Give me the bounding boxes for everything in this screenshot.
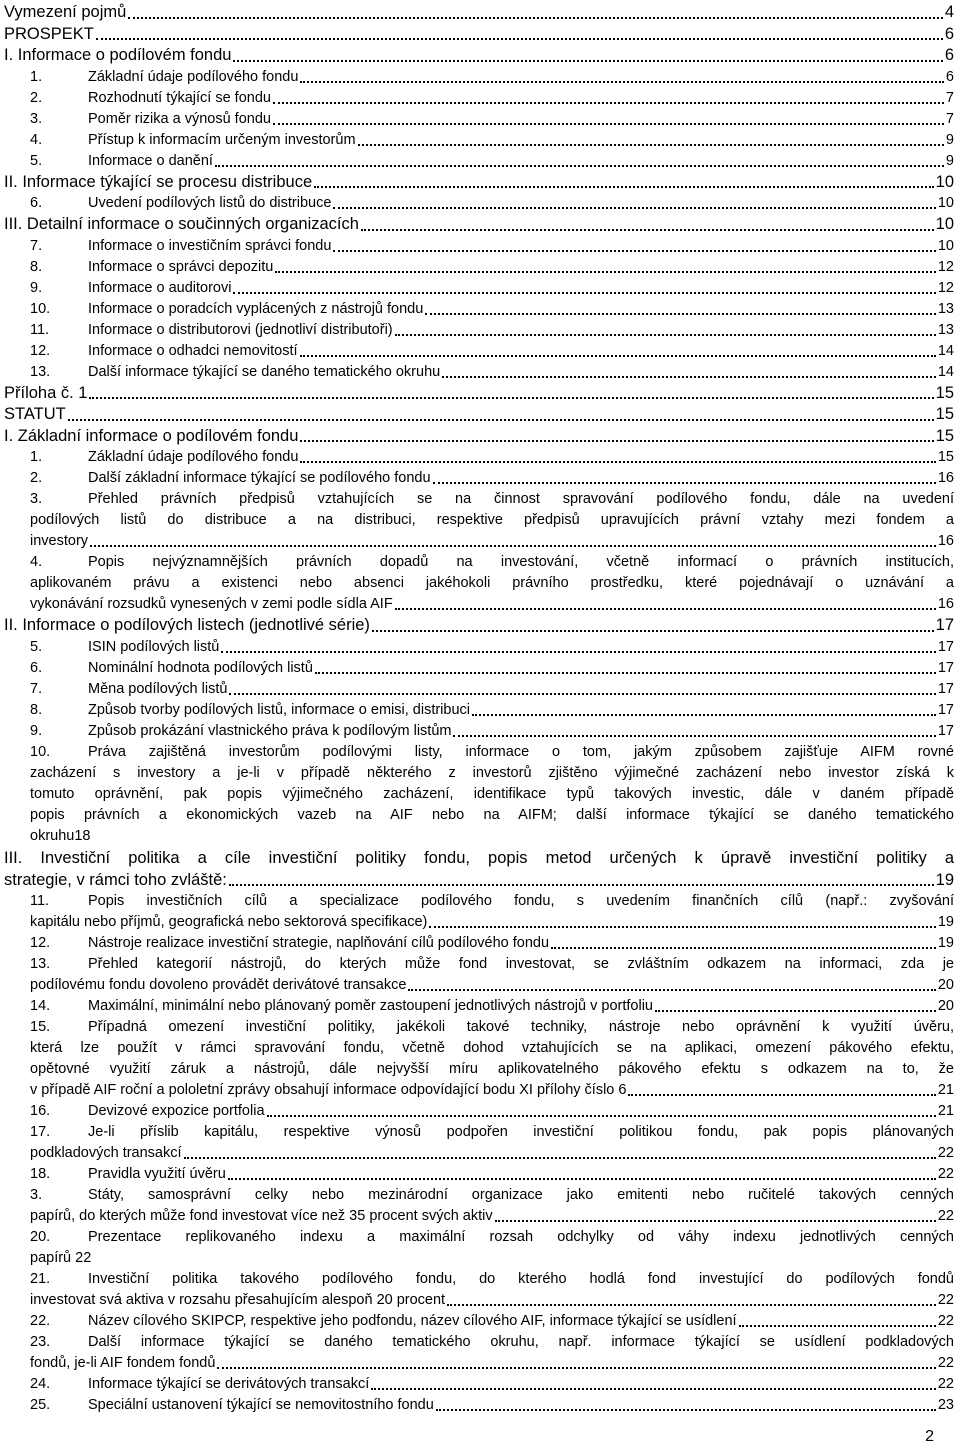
- toc-entry-title: Příloha č. 1: [4, 383, 88, 402]
- toc-entry-title: Přehled kategorií nástrojů, do kterých může fond investovat, se zvláštním odkazem na informaci, zda je: [88, 955, 954, 972]
- toc-entry-number: 14.: [30, 997, 51, 1014]
- toc-dot-leader: [395, 607, 936, 610]
- toc-entry-title: Je-li příslib kapitálu, respektive výnosů podpořen investiční politikou fondu, pak popis plánovaných: [88, 1123, 954, 1140]
- toc-entry-number: 9.: [30, 279, 43, 296]
- toc-dot-leader: [655, 1009, 936, 1012]
- toc-dot-leader: [372, 629, 934, 632]
- toc-entry-title: podkladových transakcí: [30, 1144, 182, 1161]
- toc-entry-title: Přehled právních předpisů vztahujících se na činnost spravování podílového fondu, dále na uvedení: [88, 491, 954, 507]
- toc-entry-page: 20: [937, 997, 954, 1014]
- toc-entry-title: Měna podílových listů: [88, 680, 228, 697]
- toc-entry-page: 17: [935, 616, 954, 634]
- toc-entry-page: 16: [937, 596, 954, 612]
- toc-entry-number: 4.: [30, 554, 43, 570]
- toc-entry[interactable]: [4, 299, 954, 320]
- toc-entry-line: [4, 1143, 954, 1164]
- toc-entry-line: aplikovaném právu a existenci nebo absenci jakéhokoli právního prostředku, které pojednávají o uznávání a: [30, 575, 954, 591]
- toc-entry-line: III. Investiční politika a cíle investiční politiky fondu, popis metod určených k úpravě investiční politiky a: [4, 848, 954, 867]
- toc-entry-title: Informace o danění: [88, 152, 213, 169]
- toc-dot-leader: [433, 481, 936, 484]
- toc-entry[interactable]: [4, 954, 954, 996]
- toc-entry-title: Popis investičních cílů a specializace podílového fondu, s uvedením finančních cílů (např.: zvyšování: [88, 892, 954, 909]
- toc-entry-title: Základní údaje podílového fondu: [88, 68, 299, 85]
- toc-entry-page: 22: [937, 1354, 954, 1371]
- toc-entry-line: [4, 1290, 954, 1311]
- toc-entry-page: 21: [937, 1081, 954, 1098]
- toc-entry-page: 13: [937, 300, 954, 317]
- toc-entry-page: 9: [945, 152, 954, 169]
- toc-entry-number: 25.: [30, 1396, 51, 1413]
- toc-entry-number: 4.: [30, 131, 43, 148]
- toc-entry-title: ISIN podílových listů: [88, 638, 220, 655]
- toc-entry-page: 14: [937, 363, 954, 380]
- toc-entry-title: papírů 22: [30, 1249, 92, 1266]
- toc-entry-number: 12.: [30, 342, 51, 359]
- toc-entry-number: 18.: [30, 1165, 51, 1182]
- toc-entry-page: 22: [937, 1165, 954, 1182]
- toc-entry-line: [4, 1332, 954, 1353]
- toc-entry-page: 21: [937, 1102, 954, 1119]
- toc-dot-leader: [442, 375, 936, 378]
- toc-entry-number: 8.: [30, 701, 43, 718]
- toc-dot-leader: [273, 122, 944, 125]
- toc-entry-page: 9: [945, 131, 954, 148]
- toc-entry-title: Státy, samosprávní celky nebo mezinárodní organizace jako emitenti nebo ručitelé takových cenných: [88, 1186, 954, 1203]
- toc-entry-number: 15.: [30, 1018, 51, 1035]
- toc-entry-line: [4, 975, 954, 996]
- toc-entry-number: 6.: [30, 195, 43, 211]
- toc-dot-leader: [314, 185, 934, 188]
- toc-dot-leader: [429, 925, 935, 928]
- toc-entry-line: [4, 891, 954, 912]
- toc-entry-number: 16.: [30, 1102, 51, 1119]
- toc-entry-number: 10.: [30, 300, 51, 317]
- toc-dot-leader: [300, 80, 944, 83]
- toc-entry-title: Informace o auditorovi: [88, 279, 232, 296]
- toc-entry-line: opětovné využití záruk a nástrojů, dále nejvyšší míru aplikovatelného pákového efektu s odkazem na to, že: [30, 1060, 954, 1077]
- toc-entry-title: investovat svá aktiva v rozsahu přesahujícím alespoň 20 procent: [30, 1291, 446, 1308]
- toc-entry-number: 9.: [30, 722, 43, 739]
- toc-entry-page: 17: [937, 722, 954, 739]
- toc-entry-title: Pravidla využití úvěru: [88, 1165, 226, 1182]
- toc-entry-page: 7: [945, 89, 954, 106]
- toc-entry-page: 15: [937, 449, 954, 465]
- toc-dot-leader: [358, 143, 944, 146]
- toc-entry-line: [4, 1017, 954, 1038]
- toc-entry-page: 15: [935, 405, 954, 423]
- toc-entry-title: strategie, v rámci toho zvláště:: [4, 870, 227, 889]
- toc-entry-line: [4, 954, 954, 975]
- toc-entry-title: Další základní informace týkající se podílového fondu: [88, 470, 431, 486]
- toc-dot-leader: [300, 439, 933, 442]
- toc-dot-leader: [495, 1219, 936, 1222]
- toc-entry-title: Poměr rizika a výnosů fondu: [88, 110, 271, 127]
- toc-entry-number: 10.: [30, 743, 51, 760]
- toc-entry-page: 7: [945, 110, 954, 127]
- toc-entry-page: 23: [937, 1396, 954, 1413]
- toc-entry[interactable]: [4, 1311, 954, 1332]
- toc-entry-title: Název cílového SKIPCP, respektive jeho podfondu, název cílového AIF, informace týkající se usídlení: [88, 1312, 737, 1329]
- toc-entry-title: investory: [30, 533, 89, 549]
- toc-entry-line: [4, 1122, 954, 1143]
- toc-entry-line: [4, 489, 954, 510]
- toc-entry[interactable]: [4, 1395, 954, 1416]
- toc-entry[interactable]: [4, 151, 954, 172]
- toc-entry-page: 17: [937, 659, 954, 676]
- toc-entry[interactable]: [4, 257, 954, 278]
- toc-entry-page: 20: [937, 976, 954, 993]
- toc-entry[interactable]: [4, 214, 954, 236]
- toc-entry-page: 15: [935, 383, 954, 402]
- toc-entry-number: 5.: [30, 152, 43, 169]
- toc-entry-page: 13: [937, 321, 954, 338]
- toc-entry[interactable]: [4, 721, 954, 742]
- toc-entry-title: Další informace týkající se daného tematického okruhu: [88, 363, 441, 380]
- toc-entry[interactable]: [4, 615, 954, 637]
- toc-entry-number: 1.: [30, 68, 43, 85]
- toc-dot-leader: [361, 228, 934, 231]
- toc-entry-number: 3.: [30, 110, 43, 127]
- toc-dot-leader: [221, 650, 935, 653]
- toc-entry-line: [4, 594, 954, 615]
- toc-dot-leader: [233, 291, 935, 294]
- toc-dot-leader: [128, 16, 943, 19]
- toc-dot-leader: [229, 883, 934, 886]
- toc-dot-leader: [436, 1408, 936, 1411]
- toc-entry-title: podílovému fondu dovoleno provádět derivátové transakce: [30, 976, 407, 993]
- toc-entry[interactable]: [4, 1122, 954, 1164]
- toc-entry[interactable]: [4, 742, 954, 847]
- toc-entry-title: PROSPEKT: [4, 24, 94, 43]
- toc-entry-title: Speciální ustanovení týkající se nemovitostního fondu: [88, 1396, 434, 1413]
- toc-entry[interactable]: [4, 1269, 954, 1311]
- toc-entry-title: I. Základní informace o podílovém fondu: [4, 426, 299, 445]
- toc-entry-page: 4: [944, 3, 954, 21]
- toc-entry-number: 24.: [30, 1375, 51, 1392]
- toc-entry-page: 15: [935, 426, 954, 445]
- toc-dot-leader: [90, 544, 936, 547]
- toc-entry-line: [4, 531, 954, 552]
- toc-entry-page: 10: [935, 172, 954, 191]
- toc-entry-title: okruhu18: [30, 827, 91, 844]
- toc-dot-leader: [217, 1366, 935, 1369]
- toc-entry-number: 5.: [30, 638, 43, 655]
- toc-dot-leader: [275, 270, 935, 273]
- toc-entry[interactable]: [4, 658, 954, 679]
- toc-entry-number: 12.: [30, 934, 51, 951]
- toc-entry-number: 11.: [30, 892, 50, 909]
- toc-dot-leader: [739, 1324, 936, 1327]
- toc-entry-page: 12: [937, 258, 954, 275]
- toc-entry-title: I. Informace o podílovém fondu: [4, 46, 232, 64]
- toc-entry-page: 14: [937, 342, 954, 359]
- toc-dot-leader: [628, 1093, 935, 1096]
- toc-entry-page: 16: [937, 533, 954, 549]
- toc-entry[interactable]: [4, 172, 954, 194]
- toc-entry-title: Popis nejvýznamnějších právních dopadů na investování, včetně informací o právních institucích,: [88, 554, 954, 570]
- toc-entry-number: 1.: [30, 449, 43, 465]
- toc-dot-leader: [96, 37, 943, 40]
- toc-entry-title: Rozhodnutí týkající se fondu: [88, 89, 271, 106]
- toc-entry-title: fondů, je-li AIF fondem fondů: [30, 1354, 216, 1371]
- toc-entry-page: 10: [935, 215, 954, 233]
- toc-entry-title: Maximální, minimální nebo plánovaný poměr zastoupení jednotlivých nástrojů v portfoliu: [88, 997, 653, 1014]
- toc-dot-leader: [233, 59, 942, 62]
- toc-dot-leader: [228, 1177, 936, 1180]
- toc-entry-title: Přístup k informacím určeným investorům: [88, 131, 356, 148]
- toc-entry[interactable]: [4, 278, 954, 299]
- page-number: 2: [925, 1428, 934, 1445]
- toc-entry-number: 17.: [30, 1123, 51, 1140]
- toc-entry[interactable]: [4, 45, 954, 67]
- toc-entry-line: [4, 552, 954, 573]
- toc-entry-title: papírů, do kterých může fond investovat více než 35 procent svých aktiv: [30, 1207, 493, 1224]
- toc-entry-title: v případě AIF roční a pololetní zprávy obsahují informace odpovídající bodu XI přílohy číslo 6: [30, 1081, 627, 1098]
- toc-entry-line: [4, 1248, 954, 1269]
- toc-entry[interactable]: [4, 193, 954, 214]
- toc-dot-leader: [315, 671, 936, 674]
- toc-entry-title: Investiční politika takového podílového fondu, do kterého hodlá fond investující do podílových fondů: [88, 1270, 954, 1287]
- toc-entry-page: 17: [937, 701, 954, 718]
- toc-dot-leader: [408, 988, 935, 991]
- toc-entry-page: 19: [935, 870, 954, 889]
- toc-entry[interactable]: [4, 1374, 954, 1395]
- toc-entry[interactable]: [4, 24, 954, 46]
- toc-entry[interactable]: [4, 109, 954, 130]
- toc-entry-line: která lze použít v rámci spravování fondu, včetně dohod vztahujících se na aplikaci, omezení pákového efektu,: [30, 1039, 954, 1056]
- toc-entry-number: 2.: [30, 470, 43, 486]
- toc-entry-number: 22.: [30, 1312, 51, 1329]
- toc-entry-title: III. Detailní informace o součinných organizacích: [4, 215, 359, 233]
- toc-entry[interactable]: [4, 404, 954, 426]
- toc-entry-title: vykonávání rozsudků vynesených v zemi podle sídla AIF: [30, 596, 393, 612]
- toc-entry[interactable]: [4, 1017, 954, 1101]
- toc-dot-leader: [371, 1387, 936, 1390]
- toc-entry-title: Informace o investičním správci fondu: [88, 237, 332, 254]
- toc-entry-page: 22: [937, 1291, 954, 1308]
- toc-entry-number: 6.: [30, 659, 43, 676]
- toc-entry-page: 17: [937, 680, 954, 697]
- toc-entry[interactable]: [4, 447, 954, 468]
- toc-entry-title: Případná omezení investiční politiky, jakékoli takové techniky, nástroje nebo oprávnění k využití úvěru,: [88, 1018, 954, 1035]
- toc-entry-title: II. Informace týkající se procesu distribuce: [4, 172, 313, 191]
- toc-entry[interactable]: [4, 1332, 954, 1374]
- toc-entry-title: Uvedení podílových listů do distribuce: [88, 195, 332, 211]
- toc-entry-page: 22: [937, 1312, 954, 1329]
- toc-entry-page: 6: [944, 46, 954, 64]
- toc-entry[interactable]: [4, 426, 954, 448]
- toc-entry-line: [4, 826, 954, 847]
- toc-entry-title: Způsob prokázání vlastnického práva k podílovým listům: [88, 722, 452, 739]
- toc-entry-line: [4, 1227, 954, 1248]
- toc-entry-page: 22: [937, 1375, 954, 1392]
- toc-entry[interactable]: [4, 891, 954, 933]
- toc-entry[interactable]: [4, 679, 954, 700]
- toc-entry[interactable]: [4, 1101, 954, 1122]
- toc-dot-leader: [333, 206, 935, 209]
- toc-entry-line: [4, 742, 954, 763]
- toc-entry[interactable]: [4, 67, 954, 88]
- toc-dot-leader: [68, 418, 934, 421]
- toc-entry[interactable]: [4, 996, 954, 1017]
- toc-entry-number: 13.: [30, 955, 51, 972]
- toc-entry-title: STATUT: [4, 405, 66, 423]
- toc-entry-title: Informace o správci depozitu: [88, 258, 274, 275]
- toc-entry-line: popis právních a ekonomických vazeb na AIF nebo na AIFM; další informace týkající se daného tematického: [30, 806, 954, 823]
- toc-entry-number: 3.: [30, 491, 43, 507]
- toc-entry[interactable]: [4, 130, 954, 151]
- toc-dot-leader: [184, 1156, 936, 1159]
- toc-entry-title: Způsob tvorby podílových listů, informace o emisi, distribuci: [88, 701, 470, 718]
- toc-dot-leader: [89, 396, 933, 399]
- toc-entry[interactable]: [4, 552, 954, 615]
- toc-dot-leader: [267, 1114, 936, 1117]
- toc-entry-number: 23.: [30, 1333, 51, 1350]
- toc-entry-title: Informace týkající se derivátových transakcí: [88, 1375, 370, 1392]
- toc-entry-number: 7.: [30, 680, 43, 697]
- toc-entry[interactable]: [4, 933, 954, 954]
- toc-entry-line: [4, 1206, 954, 1227]
- toc-dot-leader: [425, 312, 936, 315]
- toc-entry-title: Informace o odhadci nemovitostí: [88, 342, 298, 359]
- toc-entry[interactable]: [4, 341, 954, 362]
- toc-entry[interactable]: [4, 88, 954, 109]
- toc-entry-title: Nástroje realizace investiční strategie, naplňování cílů podílového fondu: [88, 934, 550, 951]
- toc-dot-leader: [300, 354, 936, 357]
- toc-entry[interactable]: [4, 320, 954, 341]
- toc-entry-page: 12: [937, 279, 954, 296]
- toc-entry-page: 19: [937, 913, 954, 930]
- toc-entry[interactable]: [4, 1185, 954, 1227]
- toc-entry[interactable]: [4, 700, 954, 721]
- toc-entry-title: Základní údaje podílového fondu: [88, 449, 299, 465]
- toc-dot-leader: [215, 164, 944, 167]
- toc-entry-title: Informace o distributorovi (jednotliví distributoři): [88, 321, 393, 338]
- toc-entry-line: [4, 1185, 954, 1206]
- toc-dot-leader: [453, 734, 935, 737]
- toc-entry[interactable]: [4, 383, 954, 405]
- toc-entry[interactable]: [4, 637, 954, 658]
- toc-entry[interactable]: [4, 847, 954, 891]
- toc-entry-line: tomuto oprávnění, pak popis výjimečného zacházení, identifikace typů takových investic, dále v daném případě: [30, 785, 954, 802]
- toc-entry-line: [4, 869, 954, 891]
- toc-entry-number: 21.: [30, 1270, 51, 1287]
- toc-entry[interactable]: [4, 1227, 954, 1269]
- toc-entry-line: [4, 1269, 954, 1290]
- toc-entry[interactable]: [4, 489, 954, 552]
- toc-dot-leader: [229, 692, 935, 695]
- toc-entry-page: 22: [937, 1144, 954, 1161]
- toc-entry-page: 19: [937, 934, 954, 951]
- toc-entry-number: 7.: [30, 237, 43, 254]
- toc-entry[interactable]: [4, 2, 954, 24]
- toc-entry-number: 8.: [30, 258, 43, 275]
- toc-dot-leader: [333, 249, 935, 252]
- toc-dot-leader: [300, 460, 935, 463]
- toc-dot-leader: [273, 101, 944, 104]
- toc-entry-line: [4, 1353, 954, 1374]
- toc-entry-title: kapitálu nebo příjmů, geografická nebo sektorová specifikace): [30, 913, 428, 930]
- toc-entry-number: 2.: [30, 89, 43, 106]
- toc-entry-page: 17: [937, 638, 954, 655]
- toc-entry-line: [4, 1080, 954, 1101]
- toc-entry-page: 10: [937, 195, 954, 211]
- toc-entry-number: 13.: [30, 363, 51, 380]
- toc-entry[interactable]: [4, 236, 954, 257]
- toc-dot-leader: [551, 946, 936, 949]
- toc-entry-page: 6: [945, 68, 954, 85]
- toc-entry-page: 6: [944, 24, 954, 43]
- toc-entry[interactable]: [4, 362, 954, 383]
- toc-entry-title: Prezentace replikovaného indexu a maximální rozsah odchylky od váhy indexu jednotlivých cenných: [88, 1228, 954, 1245]
- toc-dot-leader: [472, 713, 936, 716]
- toc-entry-line: zacházení s investory a je-li v případě některého z investorů zjištěno výjimečné zacházení nebo investor získá k: [30, 764, 954, 781]
- toc-entry[interactable]: [4, 1164, 954, 1185]
- toc-entry[interactable]: [4, 468, 954, 489]
- toc-dot-leader: [395, 333, 936, 336]
- toc-entry-title: Vymezení pojmů: [4, 3, 127, 21]
- toc-dot-leader: [447, 1303, 936, 1306]
- toc-entry-title: Informace o poradcích vyplácených z nástrojů fondu: [88, 300, 424, 317]
- toc-entry-page: 16: [937, 470, 954, 486]
- toc-entry-title: Devizové expozice portfolia: [88, 1102, 265, 1119]
- toc-entry-line: podílových listů do distribuce a na distribuci, respektive předpisů upravujících právní vztahy mezi fondem a: [30, 512, 954, 528]
- toc-entry-title: Práva zajištěná investorům podílovými listy, informace o tom, jakým způsobem zajišťuje AIFM rovné: [88, 743, 954, 760]
- toc-entry-number: 3.: [30, 1186, 43, 1203]
- toc-entry-title: Další informace týkající se daného tematického okruhu, např. informace týkající se usídlení podkladových: [88, 1333, 954, 1350]
- toc-entry-page: 22: [937, 1207, 954, 1224]
- toc-entry-line: [4, 912, 954, 933]
- toc-entry-page: 10: [937, 237, 954, 254]
- toc-entry-number: 20.: [30, 1228, 51, 1245]
- toc-entry-title: II. Informace o podílových listech (jednotlivé série): [4, 616, 370, 634]
- toc-entry-number: 11.: [30, 321, 50, 338]
- toc-entry-title: Nominální hodnota podílových listů: [88, 659, 313, 676]
